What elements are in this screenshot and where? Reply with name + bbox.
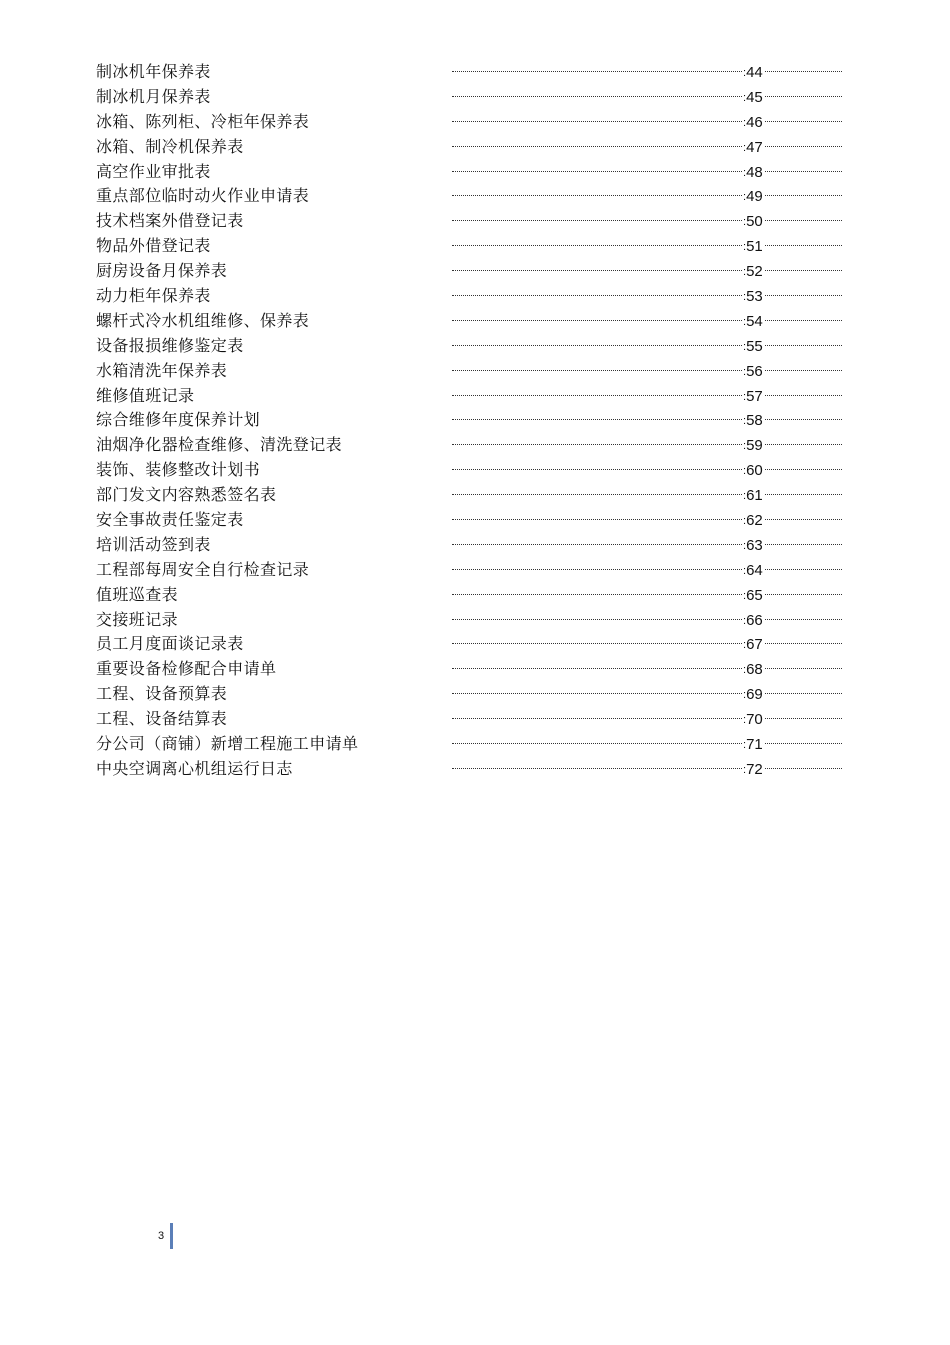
toc-dot-leader	[452, 656, 842, 681]
toc-entry-page: : 68	[742, 658, 764, 683]
toc-entry-title: 冰箱、制冷机保养表	[96, 136, 244, 156]
toc-entry[interactable]	[96, 482, 848, 507]
toc-entry-page: : 71	[742, 733, 764, 758]
toc-entry-page: : 67	[742, 633, 764, 658]
toc-entry[interactable]	[96, 383, 848, 408]
toc-entry[interactable]	[96, 183, 848, 208]
toc-dot-leader	[452, 681, 842, 706]
toc-entry-title: 动力柜年保养表	[96, 286, 211, 306]
toc-dot-leader	[452, 84, 842, 109]
toc-dot-leader	[452, 233, 842, 258]
toc-entry-title: 值班巡查表	[96, 584, 179, 604]
toc-dot-leader	[452, 308, 842, 333]
toc-entry-title: 中央空调离心机组运行日志	[96, 758, 293, 778]
footer-accent-bar	[170, 1223, 173, 1249]
toc-entry[interactable]	[96, 407, 848, 432]
table-of-contents	[96, 59, 848, 781]
toc-dot-leader	[452, 258, 842, 283]
toc-entry-title: 螺杆式冷水机组维修、保养表	[96, 310, 310, 330]
toc-entry-page: : 52	[742, 260, 764, 285]
toc-dot-leader	[452, 358, 842, 383]
toc-dot-leader	[452, 432, 842, 457]
toc-dot-leader	[452, 582, 842, 607]
toc-dot-leader	[452, 109, 842, 134]
toc-entry-title: 安全事故责任鉴定表	[96, 510, 244, 530]
toc-entry[interactable]	[96, 59, 848, 84]
toc-entry[interactable]	[96, 507, 848, 532]
toc-entry-page: : 46	[742, 111, 764, 136]
toc-entry-title: 装饰、装修整改计划书	[96, 460, 261, 480]
toc-entry-title: 分公司（商铺）新增工程施工申请单	[96, 734, 359, 754]
toc-entry[interactable]	[96, 457, 848, 482]
toc-dot-leader	[452, 631, 842, 656]
toc-entry[interactable]	[96, 432, 848, 457]
toc-entry[interactable]	[96, 656, 848, 681]
toc-entry[interactable]	[96, 208, 848, 233]
toc-dot-leader	[452, 407, 842, 432]
toc-entry-page: : 65	[742, 584, 764, 609]
toc-entry[interactable]	[96, 631, 848, 656]
toc-dot-leader	[452, 507, 842, 532]
toc-entry-title: 高空作业审批表	[96, 161, 211, 181]
toc-dot-leader	[452, 607, 842, 632]
toc-entry-title: 厨房设备月保养表	[96, 261, 228, 281]
toc-entry-page: : 50	[742, 210, 764, 235]
toc-entry-page: : 59	[742, 434, 764, 459]
toc-dot-leader	[452, 333, 842, 358]
toc-entry-page: : 57	[742, 385, 764, 410]
toc-entry-page: : 48	[742, 161, 764, 186]
toc-dot-leader	[452, 159, 842, 184]
toc-entry[interactable]	[96, 134, 848, 159]
toc-entry-title: 重要设备检修配合申请单	[96, 659, 277, 679]
toc-dot-leader	[452, 482, 842, 507]
toc-entry-page: : 58	[742, 409, 764, 434]
toc-entry-page: : 63	[742, 534, 764, 559]
toc-entry-title: 冰箱、陈列柜、冷柜年保养表	[96, 111, 310, 131]
toc-dot-leader	[452, 283, 842, 308]
toc-dot-leader	[452, 706, 842, 731]
page-footer	[158, 1223, 173, 1249]
toc-entry[interactable]	[96, 532, 848, 557]
toc-entry-page: : 66	[742, 609, 764, 634]
toc-entry[interactable]	[96, 358, 848, 383]
toc-entry-title: 工程、设备预算表	[96, 684, 228, 704]
toc-entry-page: : 64	[742, 559, 764, 584]
toc-entry-title: 技术档案外借登记表	[96, 211, 244, 231]
toc-entry-title: 设备报损维修鉴定表	[96, 335, 244, 355]
toc-entry-title: 员工月度面谈记录表	[96, 634, 244, 654]
toc-entry-page: : 61	[742, 484, 764, 509]
toc-entry-page: : 53	[742, 285, 764, 310]
toc-entry[interactable]	[96, 333, 848, 358]
toc-entry-page: : 49	[742, 185, 764, 210]
toc-entry[interactable]	[96, 109, 848, 134]
toc-dot-leader	[452, 134, 842, 159]
toc-dot-leader	[452, 383, 842, 408]
toc-entry-page: : 45	[742, 86, 764, 111]
toc-entry[interactable]	[96, 731, 848, 756]
toc-entry[interactable]	[96, 258, 848, 283]
toc-entry[interactable]	[96, 283, 848, 308]
toc-entry-page: : 54	[742, 310, 764, 335]
toc-dot-leader	[452, 532, 842, 557]
toc-entry[interactable]	[96, 233, 848, 258]
toc-entry-page: : 55	[742, 335, 764, 360]
toc-entry-title: 工程、设备结算表	[96, 709, 228, 729]
toc-entry-title: 维修值班记录	[96, 385, 195, 405]
toc-entry[interactable]	[96, 607, 848, 632]
toc-entry-title: 制冰机月保养表	[96, 86, 211, 106]
toc-dot-leader	[452, 557, 842, 582]
toc-entry-title: 综合维修年度保养计划	[96, 410, 261, 430]
toc-entry-page: : 70	[742, 708, 764, 733]
toc-dot-leader	[452, 183, 842, 208]
toc-entry[interactable]	[96, 308, 848, 333]
toc-entry-title: 重点部位临时动火作业申请表	[96, 186, 310, 206]
toc-entry[interactable]	[96, 159, 848, 184]
toc-dot-leader	[452, 457, 842, 482]
toc-entry-title: 交接班记录	[96, 609, 179, 629]
toc-entry-title: 工程部每周安全自行检查记录	[96, 559, 310, 579]
toc-entry-page: : 72	[742, 758, 764, 783]
toc-dot-leader	[452, 731, 842, 756]
page-number: 3	[158, 1230, 165, 1242]
toc-entry-title: 油烟净化器检查维修、清洗登记表	[96, 435, 343, 455]
toc-dot-leader	[452, 208, 842, 233]
toc-entry[interactable]	[96, 756, 848, 781]
toc-entry-page: : 69	[742, 683, 764, 708]
toc-entry-title: 制冰机年保养表	[96, 62, 211, 81]
toc-entry[interactable]	[96, 582, 848, 607]
toc-entry[interactable]	[96, 706, 848, 731]
toc-entry-page: : 56	[742, 360, 764, 385]
toc-entry-page: : 47	[742, 136, 764, 161]
toc-entry-page: : 51	[742, 235, 764, 260]
toc-dot-leader	[452, 59, 842, 84]
toc-entry-title: 水箱清洗年保养表	[96, 360, 228, 380]
toc-entry-title: 物品外借登记表	[96, 236, 211, 256]
toc-dot-leader	[452, 756, 842, 781]
toc-entry[interactable]	[96, 557, 848, 582]
toc-entry-page: : 60	[742, 459, 764, 484]
toc-entry[interactable]	[96, 681, 848, 706]
toc-entry-title: 部门发文内容熟悉签名表	[96, 485, 277, 505]
toc-entry-page: : 62	[742, 509, 764, 534]
toc-entry-title: 培训活动签到表	[96, 534, 211, 554]
toc-entry[interactable]	[96, 84, 848, 109]
toc-entry-page: : 44	[742, 61, 764, 86]
